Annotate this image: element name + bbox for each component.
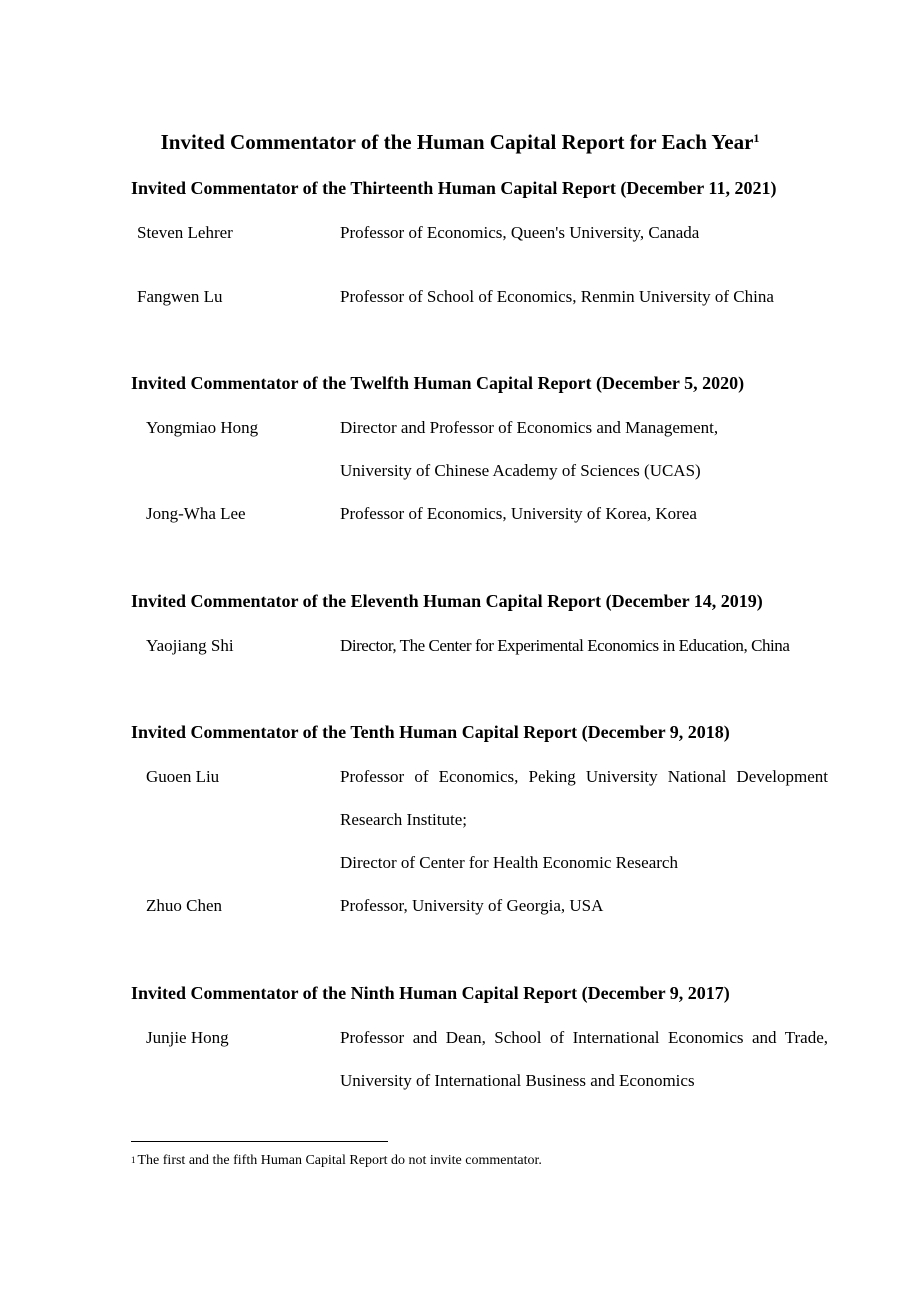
section-heading-eleventh: Invited Commentator of the Eleventh Human Capital Report (December 14, 2019) (131, 591, 763, 611)
commentator-name: Yongmiao Hong (146, 418, 259, 437)
commentator-affiliation: Professor and Dean, School of International Economics and Trade, (340, 1028, 828, 1047)
commentator-name: Jong-Wha Lee (146, 504, 246, 523)
commentator-name: Steven Lehrer (137, 223, 233, 242)
commentator-name: Guoen Liu (146, 767, 220, 786)
commentator-affiliation: Professor of Economics, University of Korea, Korea (340, 504, 697, 523)
commentator-name: Zhuo Chen (146, 896, 223, 915)
section-heading-ninth: Invited Commentator of the Ninth Human Capital Report (December 9, 2017) (131, 983, 730, 1003)
footnote-divider (131, 1141, 388, 1142)
commentator-affiliation: Professor of Economics, Peking University National Development (340, 767, 828, 786)
page-title-text: Invited Commentator of the Human Capital Report for Each Year (160, 130, 754, 154)
commentator-affiliation: University of International Business and Economics (340, 1071, 695, 1090)
commentator-affiliation: Research Institute; (340, 810, 467, 829)
commentator-affiliation: Director of Center for Health Economic Research (340, 853, 678, 872)
commentator-affiliation: Professor, University of Georgia, USA (340, 896, 604, 915)
footnote (131, 1152, 542, 1170)
commentator-affiliation: Director, The Center for Experimental Economics in Education, China (340, 636, 790, 655)
footnote-text: The first and the fifth Human Capital Report do not invite commentator. (137, 1153, 542, 1168)
commentator-affiliation: University of Chinese Academy of Sciences (UCAS) (340, 461, 701, 480)
footnote-marker: 1 (131, 1155, 136, 1165)
commentator-name: Junjie Hong (146, 1028, 229, 1047)
commentator-affiliation: Professor of School of Economics, Renmin University of China (340, 287, 774, 306)
section-heading-twelfth: Invited Commentator of the Twelfth Human Capital Report (December 5, 2020) (131, 373, 745, 393)
commentator-affiliation: Professor of Economics, Queen's University, Canada (340, 223, 700, 242)
commentator-affiliation: Director and Professor of Economics and Management, (340, 418, 719, 437)
title-footnote-marker: 1 (753, 131, 760, 145)
commentator-name: Fangwen Lu (137, 287, 223, 306)
page-title (0, 128, 920, 156)
commentator-name: Yaojiang Shi (146, 636, 234, 655)
section-heading-tenth: Invited Commentator of the Tenth Human Capital Report (December 9, 2018) (131, 722, 730, 742)
section-heading-thirteenth: Invited Commentator of the Thirteenth Human Capital Report (December 11, 2021) (131, 178, 777, 198)
